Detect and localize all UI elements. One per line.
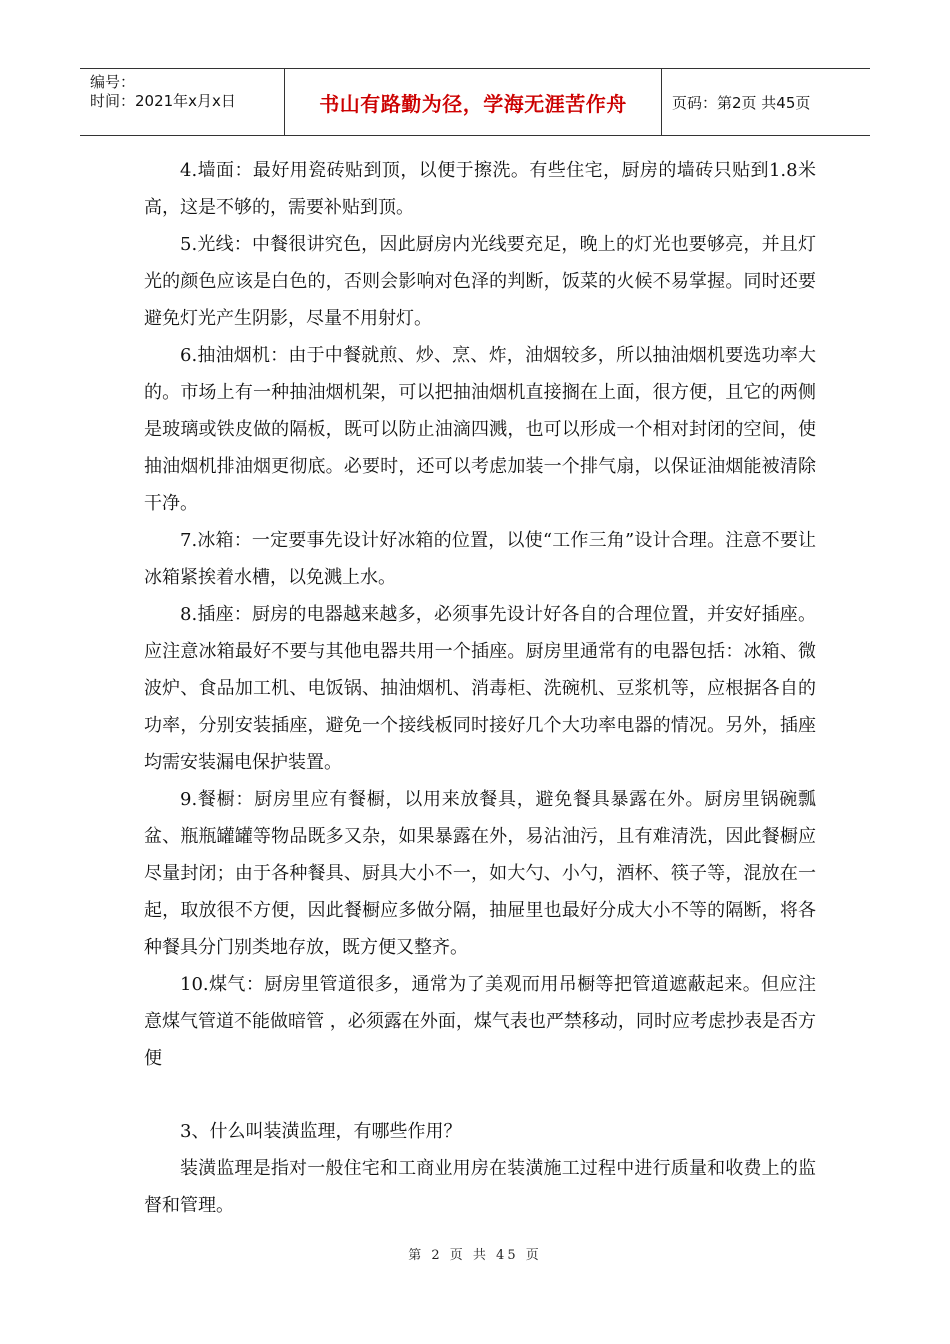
header-meta bbox=[80, 69, 284, 135]
question-heading: 3、什么叫装潢监理，有哪些作用？ bbox=[180, 1121, 462, 1142]
page-footer: 第 2 页 共 45 页 bbox=[408, 1248, 542, 1263]
paragraph-sockets: 8.插座：厨房的电器越来越多，必须事先设计好各自的合理位置，并安好插座。应注意冰箱最好不要与其他电器共用一个插座。厨房里通常有的电器包括：冰箱、微波炉、食品加工机、电饭锅、抽油烟机、消毒柜、洗碗机、豆浆机等，应根据各自的功率，分别安装插座，避免一个接线板同时接好几个大功率电器的情况。另外，插座均需安装漏电保护装置。 bbox=[144, 604, 816, 773]
document-body bbox=[144, 152, 816, 1224]
page-header bbox=[80, 68, 870, 136]
paragraph-lighting: 5.光线：中餐很讲究色，因此厨房内光线要充足，晚上的灯光也要够亮，并且灯光的颜色应该是白色的，否则会影响对色泽的判断，饭菜的火候不易掌握。同时还要避免灯光产生阴影，尽量不用射灯。 bbox=[144, 234, 816, 329]
answer-paragraph: 装潢监理是指对一般住宅和工商业用房在装潢施工过程中进行质量和收费上的监督和管理。 bbox=[144, 1158, 816, 1216]
paragraph-fridge: 7.冰箱：一定要事先设计好冰箱的位置，以使“工作三角”设计合理。注意不要让冰箱紧挨着水槽，以免溅上水。 bbox=[144, 530, 816, 588]
paragraph-cupboard: 9.餐橱：厨房里应有餐橱，以用来放餐具，避免餐具暴露在外。厨房里锅碗瓢盆、瓶瓶罐罐等物品既多又杂，如果暴露在外，易沾油污，且有难清洗，因此餐橱应尽量封闭；由于各种餐具、厨具大小不一，如大勺、小勺，酒杯、筷子等，混放在一起，取放很不方便，因此餐橱应多做分隔，抽屉里也最好分成大小不等的隔断，将各种餐具分门别类地存放，既方便又整齐。 bbox=[144, 789, 816, 958]
paragraph-wall: 4.墙面：最好用瓷砖贴到顶，以便于擦洗。有些住宅，厨房的墙砖只贴到1.8米高，这是不够的，需要补贴到顶。 bbox=[144, 160, 816, 218]
section-gap bbox=[144, 1077, 816, 1113]
time-label: 时间：2021年x月x日 bbox=[90, 92, 236, 110]
number-label: 编号： bbox=[90, 73, 136, 91]
header-motto: 书山有路勤为径，学海无涯苦作舟 bbox=[284, 69, 662, 135]
header-page-info: 页码：第2页 共45页 bbox=[672, 93, 811, 112]
paragraph-gas: 10.煤气：厨房里管道很多，通常为了美观而用吊橱等把管道遮蔽起来。但应注意煤气管道不能做暗管 ，必须露在外面，煤气表也严禁移动，同时应考虑抄表是否方便 bbox=[144, 974, 816, 1069]
paragraph-range-hood: 6.抽油烟机：由于中餐就煎、炒、烹、炸，油烟较多，所以抽油烟机要选功率大的。市场上有一种抽油烟机架，可以把抽油烟机直接搁在上面，很方便，且它的两侧是玻璃或铁皮做的隔板，既可以防止油滴四溅，也可以形成一个相对封闭的空间，使抽油烟机排油烟更彻底。必要时，还可以考虑加装一个排气扇，以保证油烟能被清除干净。 bbox=[144, 345, 816, 514]
